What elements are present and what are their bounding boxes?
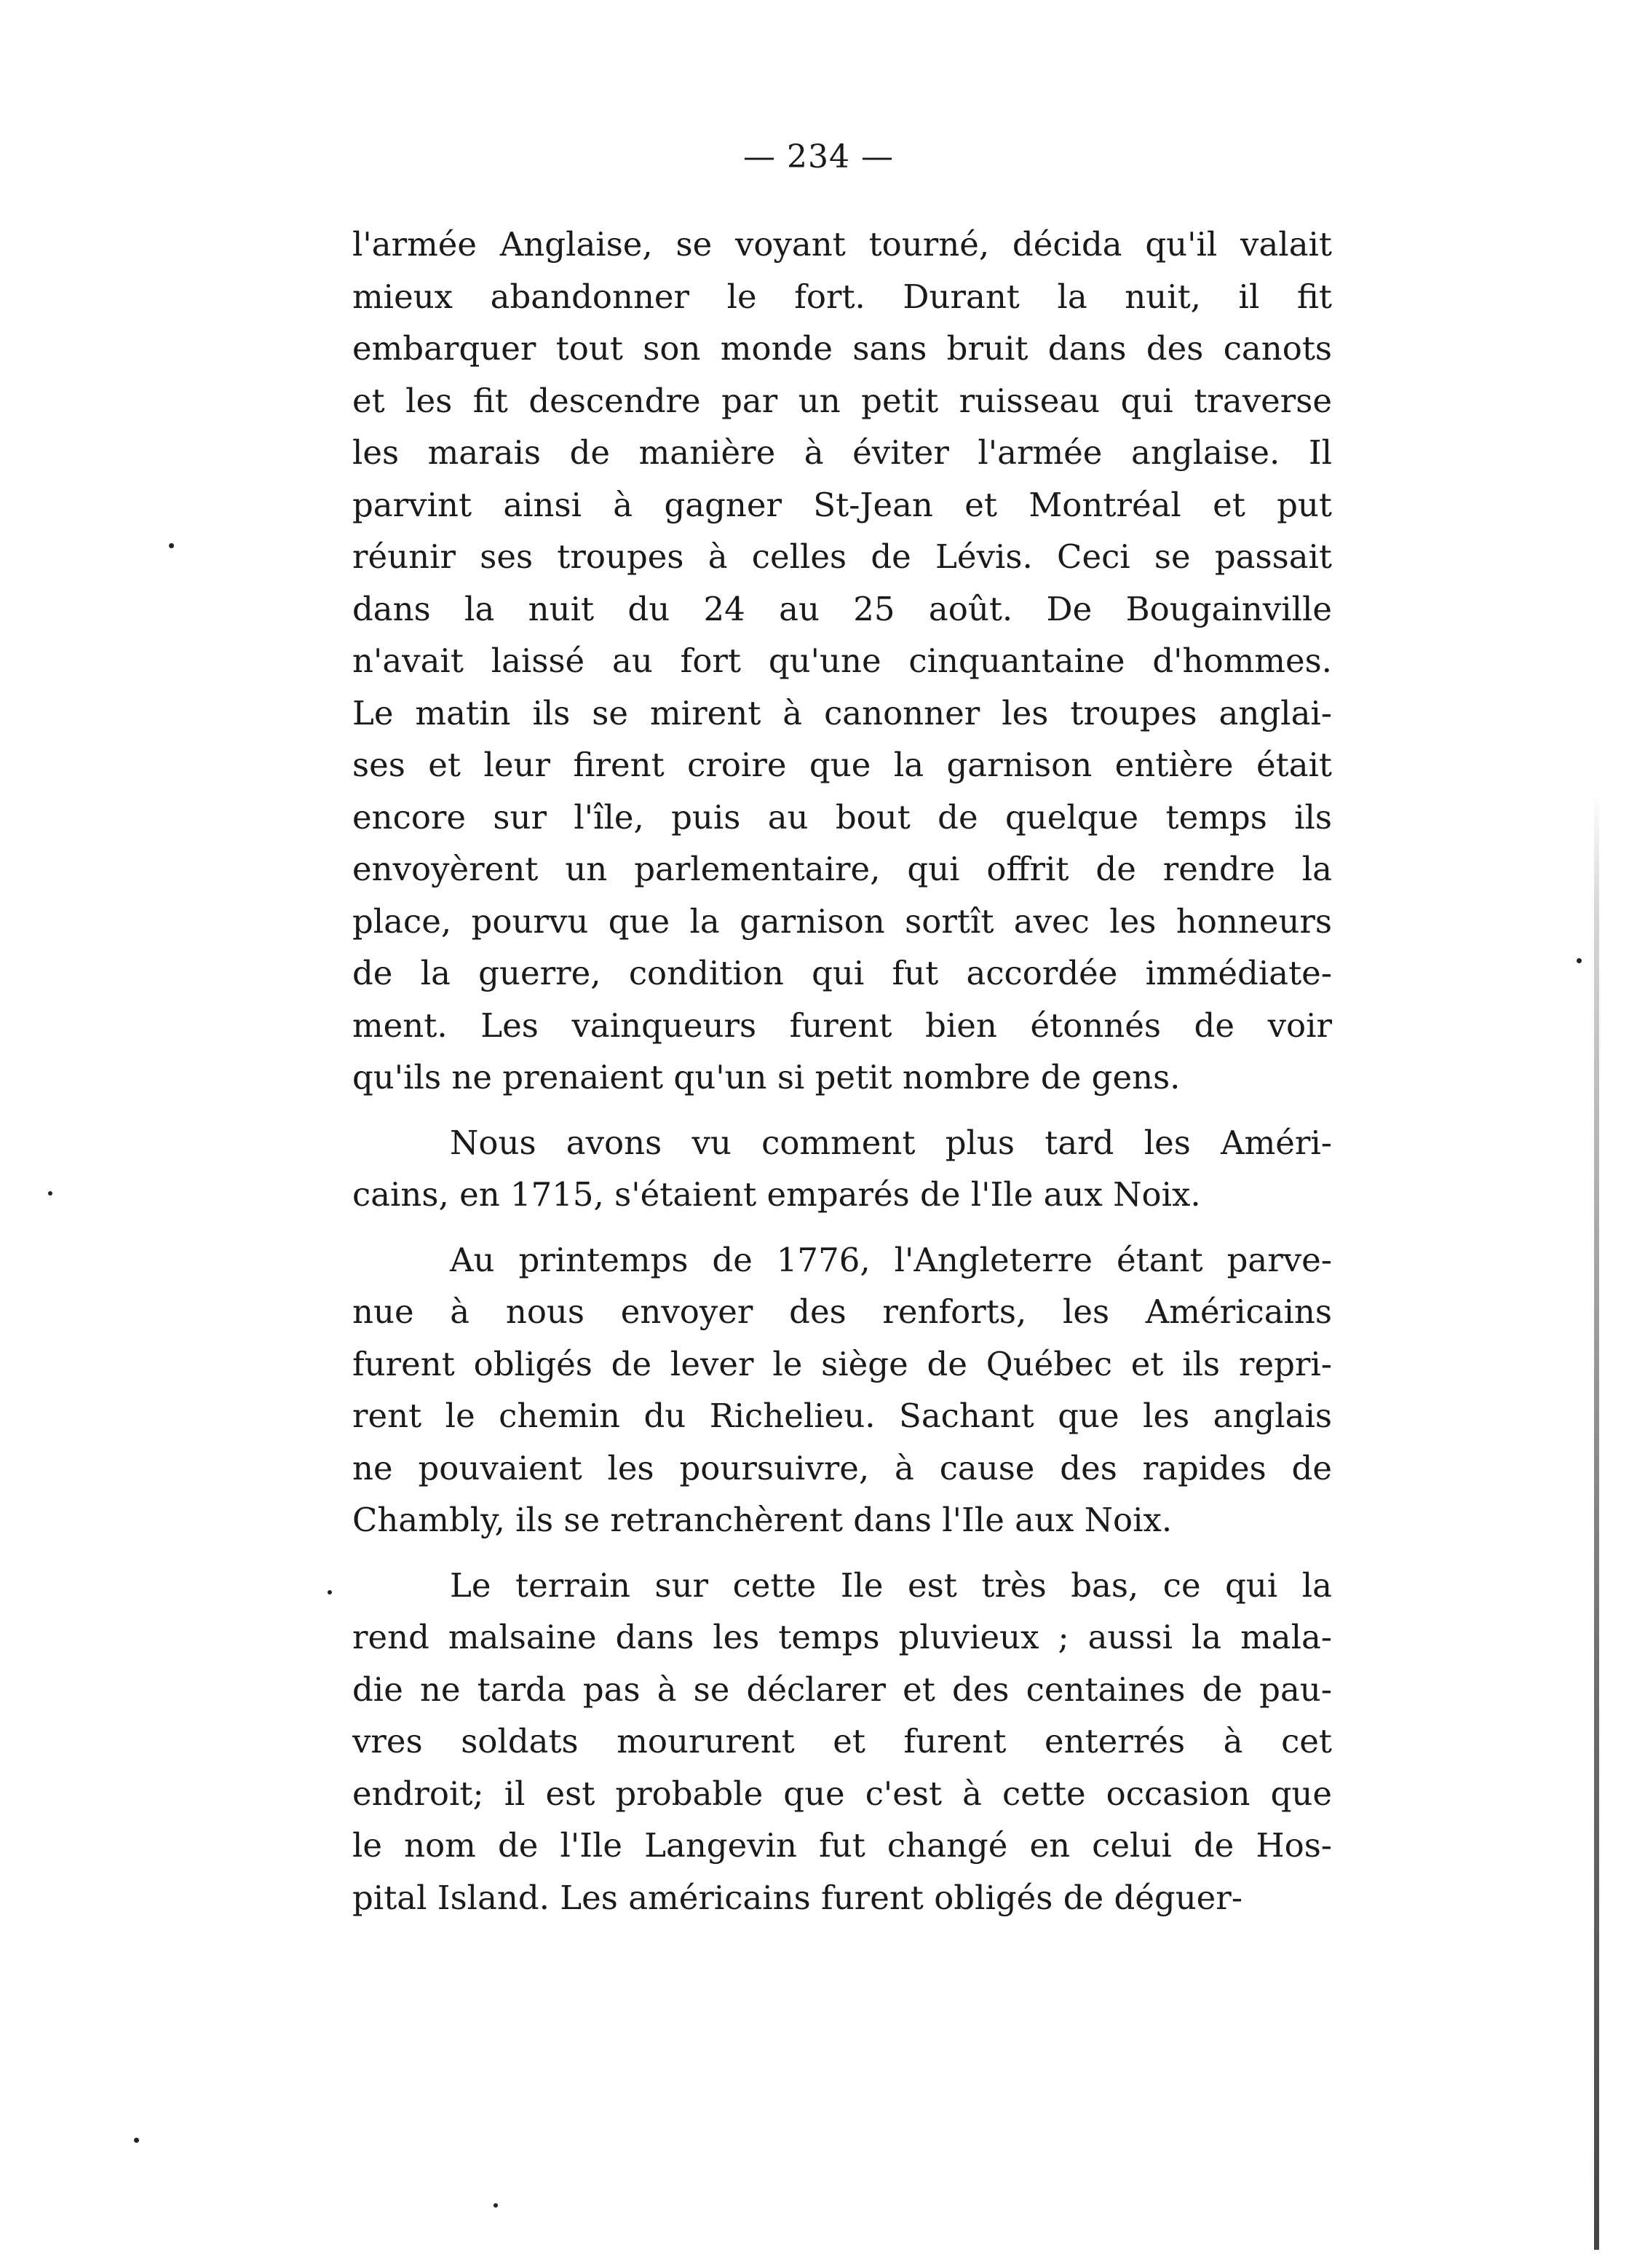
text-line: cains, en 1715, s'étaient emparés de l'Ile aux Noix. (352, 1175, 1201, 1214)
text-line: ses et leur firent croire que la garnison entière était (352, 746, 1332, 784)
text-line: Nous avons vu comment plus tard les Améri- (450, 1123, 1332, 1162)
scan-speck (134, 2138, 139, 2143)
text-line: dans la nuit du 24 au 25 août. De Bougainville (352, 589, 1332, 628)
text-line: nue à nous envoyer des renforts, les Américains (352, 1292, 1332, 1331)
paragraph (352, 1234, 1332, 1546)
text-line: rend malsaine dans les temps pluvieux ; aussi la mala- (352, 1618, 1332, 1656)
text-line: qu'ils ne prenaient qu'un si petit nombre de gens. (352, 1058, 1181, 1097)
text-line: et les fit descendre par un petit ruisseau qui traverse (352, 381, 1332, 420)
text-line: parvint ainsi à gagner St-Jean et Montréal et put (352, 485, 1332, 524)
scan-speck (48, 1191, 52, 1196)
text-line: Le matin ils se mirent à canonner les troupes anglai- (352, 693, 1332, 732)
text-line: pital Island. Les américains furent obligés de déguer- (352, 1878, 1243, 1917)
scan-speck (494, 2203, 498, 2208)
text-line: ment. Les vainqueurs furent bien étonnés de voir (352, 1005, 1332, 1045)
text-line: le nom de l'Ile Langevin fut changé en celui de Hos- (352, 1826, 1332, 1865)
text-line: rent le chemin du Richelieu. Sachant que les anglais (352, 1396, 1332, 1435)
text-line: les marais de manière à éviter l'armée anglaise. Il (352, 433, 1332, 472)
paragraph (352, 1117, 1332, 1221)
text-line: encore sur l'île, puis au bout de quelque temps ils (352, 797, 1332, 837)
text-line: ne pouvaient les poursuivre, à cause des rapides de (352, 1448, 1332, 1487)
text-line: vres soldats moururent et furent enterrés à cet (352, 1722, 1332, 1761)
text-line: Chambly, ils se retranchèrent dans l'Ile aux Noix. (352, 1501, 1173, 1539)
text-line: l'armée Anglaise, se voyant tourné, décida qu'il valait (352, 225, 1332, 264)
text-line: endroit; il est probable que c'est à cette occasion que (352, 1774, 1332, 1813)
text-line: Le terrain sur cette Ile est très bas, ce qui la (450, 1565, 1332, 1605)
scan-speck (169, 543, 174, 548)
paragraph (352, 1560, 1332, 1924)
text-line: die ne tarda pas à se déclarer et des centaines de pau- (352, 1670, 1332, 1709)
text-line: Au printemps de 1776, l'Angleterre étant parve- (450, 1240, 1332, 1279)
text-line: de la guerre, condition qui fut accordée immédiate- (352, 954, 1332, 992)
scan-speck (1577, 958, 1582, 963)
paragraph (352, 218, 1332, 1104)
page-edge-shadow (1594, 794, 1599, 2250)
text-line: embarquer tout son monde sans bruit dans des canots (352, 329, 1332, 368)
text-line: mieux abandonner le fort. Durant la nuit, il fit (352, 277, 1332, 316)
text-line: n'avait laissé au fort qu'une cinquantaine d'hommes. (352, 641, 1332, 680)
text-line: envoyèrent un parlementaire, qui offrit de rendre la (352, 850, 1332, 888)
body-text (352, 218, 1332, 1937)
page-number: — 234 — (743, 138, 894, 175)
text-line: place, pourvu que la garnison sortît avec les honneurs (352, 901, 1332, 941)
text-line: réunir ses troupes à celles de Lévis. Ceci se passait (352, 537, 1332, 576)
scan-speck (328, 1590, 332, 1595)
text-line: furent obligés de lever le siège de Québec et ils repri- (352, 1344, 1332, 1383)
